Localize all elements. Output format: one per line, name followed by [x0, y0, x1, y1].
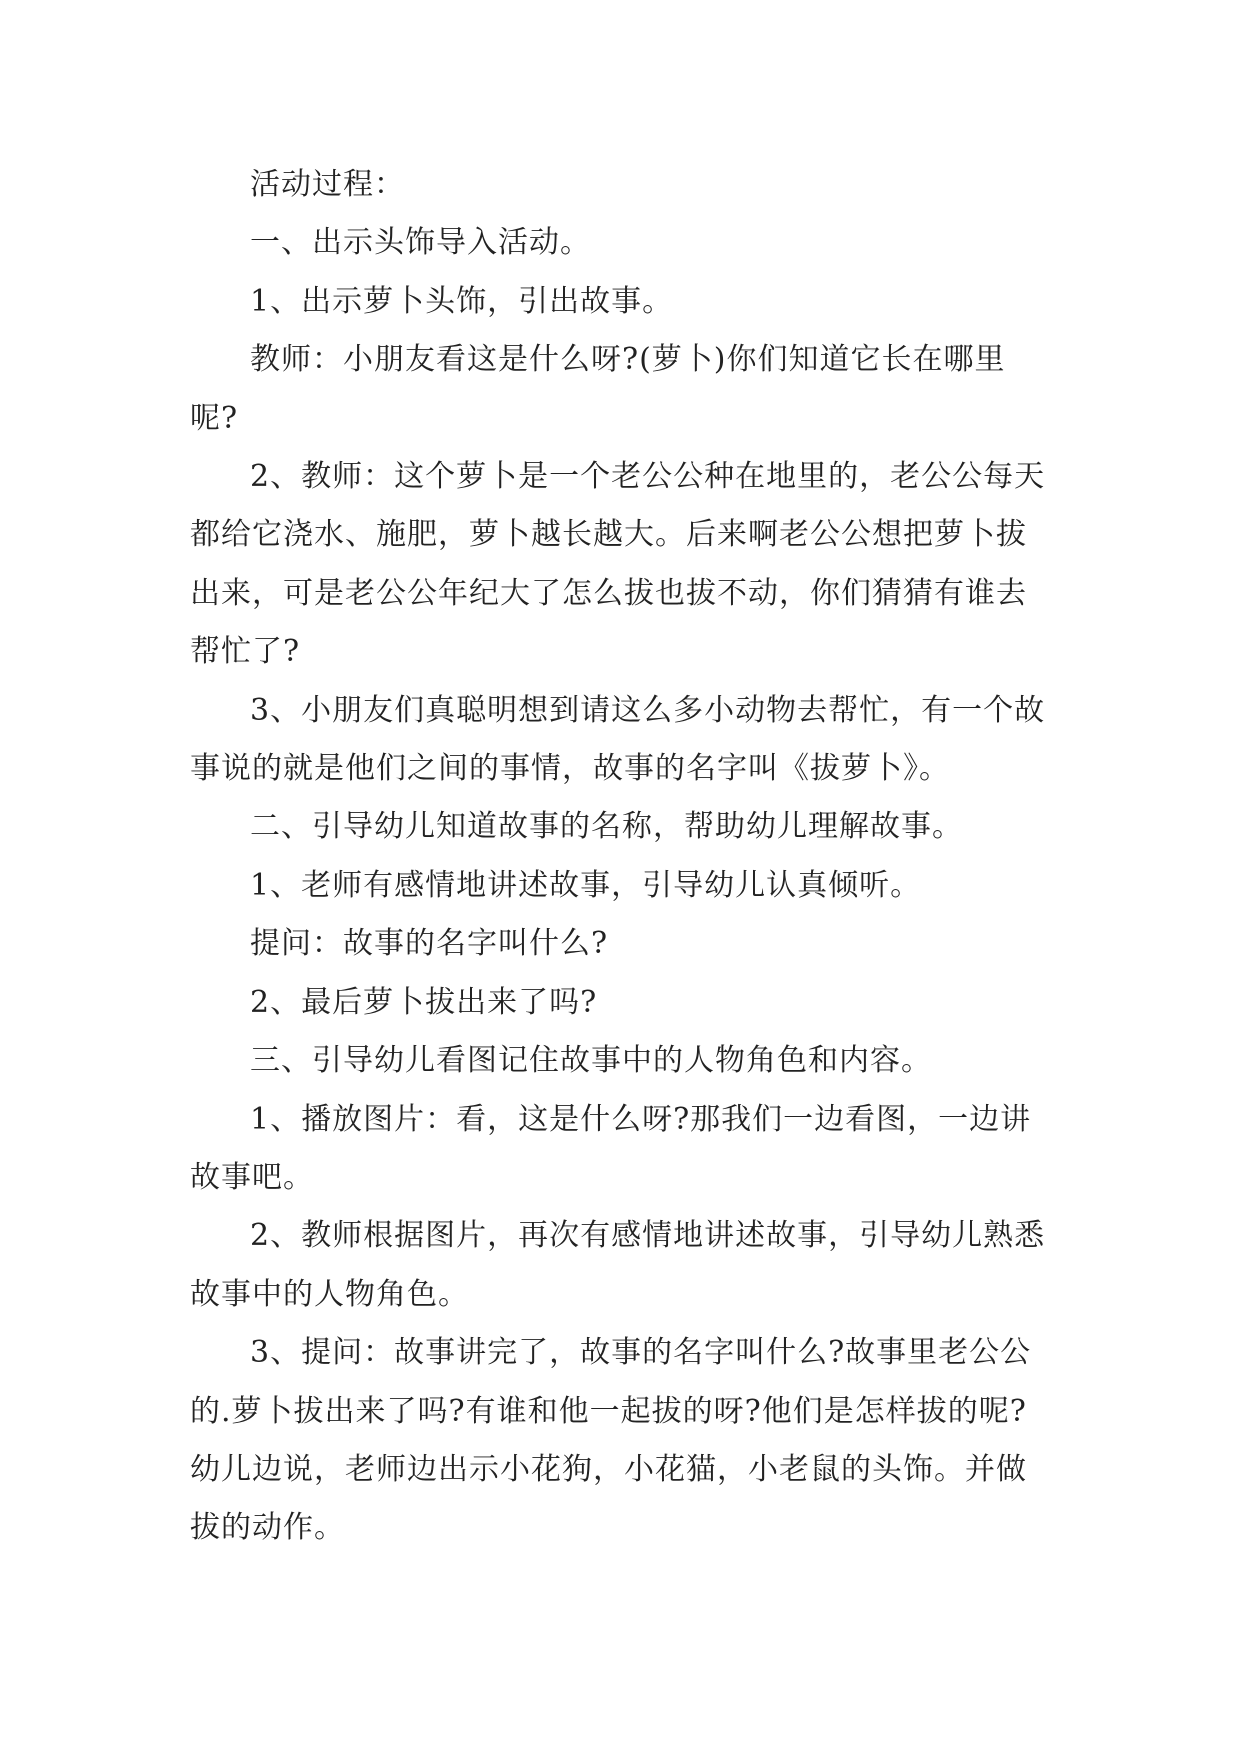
paragraph-section-one: 一、出示头饰导入活动。: [250, 225, 591, 261]
paragraph-step-2-question: 2、最后萝卜拔出来了吗?: [250, 984, 598, 1020]
paragraph-step-1-pictures: 1、播放图片：看，这是什么呀?那我们一边看图，一边讲故事吧。: [190, 1101, 1032, 1195]
paragraph-section-two: 二、引导幼儿知道故事的名称，帮助幼儿理解故事。: [250, 809, 963, 845]
paragraph-step-1-narrate: 1、老师有感情地讲述故事，引导幼儿认真倾听。: [250, 867, 922, 903]
paragraph-section-three: 三、引导幼儿看图记住故事中的人物角色和内容。: [250, 1043, 932, 1079]
paragraph-question-title: 提问：故事的名字叫什么?: [250, 926, 609, 962]
paragraph-teacher-question: 教师：小朋友看这是什么呀?(萝卜)你们知道它长在哪里呢?: [190, 342, 1006, 436]
paragraph-step-2-retell: 2、教师根据图片，再次有感情地讲述故事，引导幼儿熟悉故事中的人物角色。: [190, 1218, 1046, 1312]
paragraph-step-3-story-title: 3、小朋友们真聪明想到请这么多小动物去帮忙，有一个故事说的就是他们之间的事情，故事的名字叫《拔萝卜》。: [190, 692, 1046, 787]
paragraph-step-1-headwear: 1、出示萝卜头饰，引出故事。: [250, 283, 674, 319]
paragraph-step-3-questions: 3、提问：故事讲完了，故事的名字叫什么?故事里老公公的.萝卜拔出来了吗?有谁和他一起拔的呀?他们是怎样拔的呢?幼儿边说，老师边出示小花狗，小花猫，小老鼠的头饰。并做拔的动作。: [190, 1335, 1032, 1546]
paragraph-activity-process: 活动过程：: [250, 167, 405, 202]
document-body: [190, 156, 1050, 1558]
paragraph-step-2-story: 2、教师：这个萝卜是一个老公公种在地里的，老公公每天都给它浇水、施肥，萝卜越长越大。后来啊老公公想把萝卜拔出来，可是老公公年纪大了怎么拔也拔不动，你们猜猜有谁去帮忙了?: [190, 459, 1046, 670]
